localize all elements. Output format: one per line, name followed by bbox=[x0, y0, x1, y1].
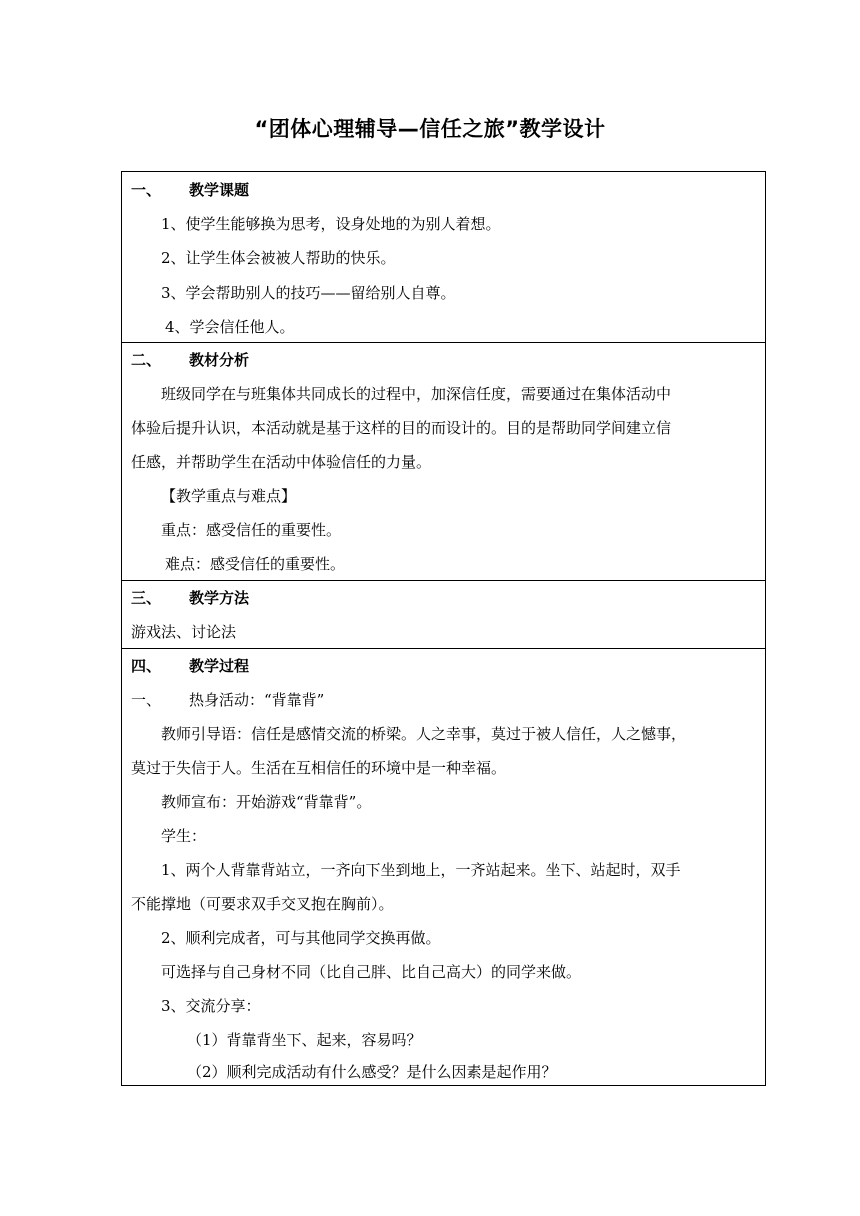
section-1-number: 一、 bbox=[131, 181, 162, 199]
activity-number: 一、 bbox=[131, 691, 162, 709]
section-3-heading bbox=[131, 588, 249, 608]
discussion-question: （2）顺利完成活动有什么感受？是什么因素是起作用？ bbox=[187, 1063, 557, 1081]
row-divider bbox=[121, 342, 766, 343]
document-title: “团体心理辅导—信任之旅”教学设计 bbox=[254, 117, 606, 141]
section-1-heading bbox=[131, 180, 249, 200]
activity-title: 热身活动：“背靠背” bbox=[189, 691, 325, 709]
activity-heading bbox=[131, 690, 324, 710]
difficult-point: 难点：感受信任的重要性。 bbox=[165, 555, 346, 573]
objective-item: 4、学会信任他人。 bbox=[165, 318, 295, 336]
section-3-number: 三、 bbox=[131, 589, 162, 607]
process-text: 教师宣布：开始游戏“背靠背”。 bbox=[161, 793, 372, 811]
analysis-text: 体验后提升认识，本活动就是基于这样的目的而设计的。目的是帮助同学间建立信 bbox=[131, 419, 672, 437]
section-4-number: 四、 bbox=[131, 657, 162, 675]
section-1-title: 教学课题 bbox=[189, 181, 250, 199]
process-text: 3、交流分享： bbox=[161, 997, 261, 1015]
process-text: 莫过于失信于人。生活在互相信任的环境中是一种幸福。 bbox=[131, 759, 507, 777]
analysis-text: 班级同学在与班集体共同成长的过程中，加深信任度，需要通过在集体活动中 bbox=[161, 385, 672, 403]
process-text: 不能撑地（可要求双手交叉抱在胸前）。 bbox=[131, 895, 394, 913]
process-text: 2、顺利完成者，可与其他同学交换再做。 bbox=[161, 929, 441, 947]
section-2-number: 二、 bbox=[131, 351, 162, 369]
objective-item: 2、让学生体会被被人帮助的快乐。 bbox=[161, 249, 396, 267]
methods-text: 游戏法、讨论法 bbox=[131, 623, 237, 641]
row-divider bbox=[121, 580, 766, 581]
discussion-question: （1）背靠背坐下、起来，容易吗？ bbox=[187, 1031, 422, 1049]
analysis-text: 任感，并帮助学生在活动中体验信任的力量。 bbox=[131, 453, 432, 471]
section-3-title: 教学方法 bbox=[189, 589, 250, 607]
key-points-subheading: 【教学重点与难点】 bbox=[161, 487, 297, 505]
section-2-heading bbox=[131, 350, 249, 370]
process-text: 教师引导语：信任是感情交流的桥梁。人之幸事，莫过于被人信任，人之憾事， bbox=[161, 725, 687, 743]
section-4-title: 教学过程 bbox=[189, 657, 250, 675]
process-text: 1、两个人背靠背站立，一齐向下坐到地上，一齐站起来。坐下、站起时，双手 bbox=[161, 861, 681, 879]
key-point: 重点：感受信任的重要性。 bbox=[161, 521, 342, 539]
section-4-heading bbox=[131, 656, 249, 676]
process-text: 学生： bbox=[161, 827, 207, 845]
objective-item: 3、学会帮助别人的技巧——留给别人自尊。 bbox=[161, 284, 456, 302]
row-divider bbox=[121, 648, 766, 649]
objective-item: 1、使学生能够换为思考，设身处地的为别人着想。 bbox=[161, 215, 501, 233]
section-2-title: 教材分析 bbox=[189, 351, 250, 369]
process-text: 可选择与自己身材不同（比自己胖、比自己高大）的同学来做。 bbox=[161, 963, 582, 981]
